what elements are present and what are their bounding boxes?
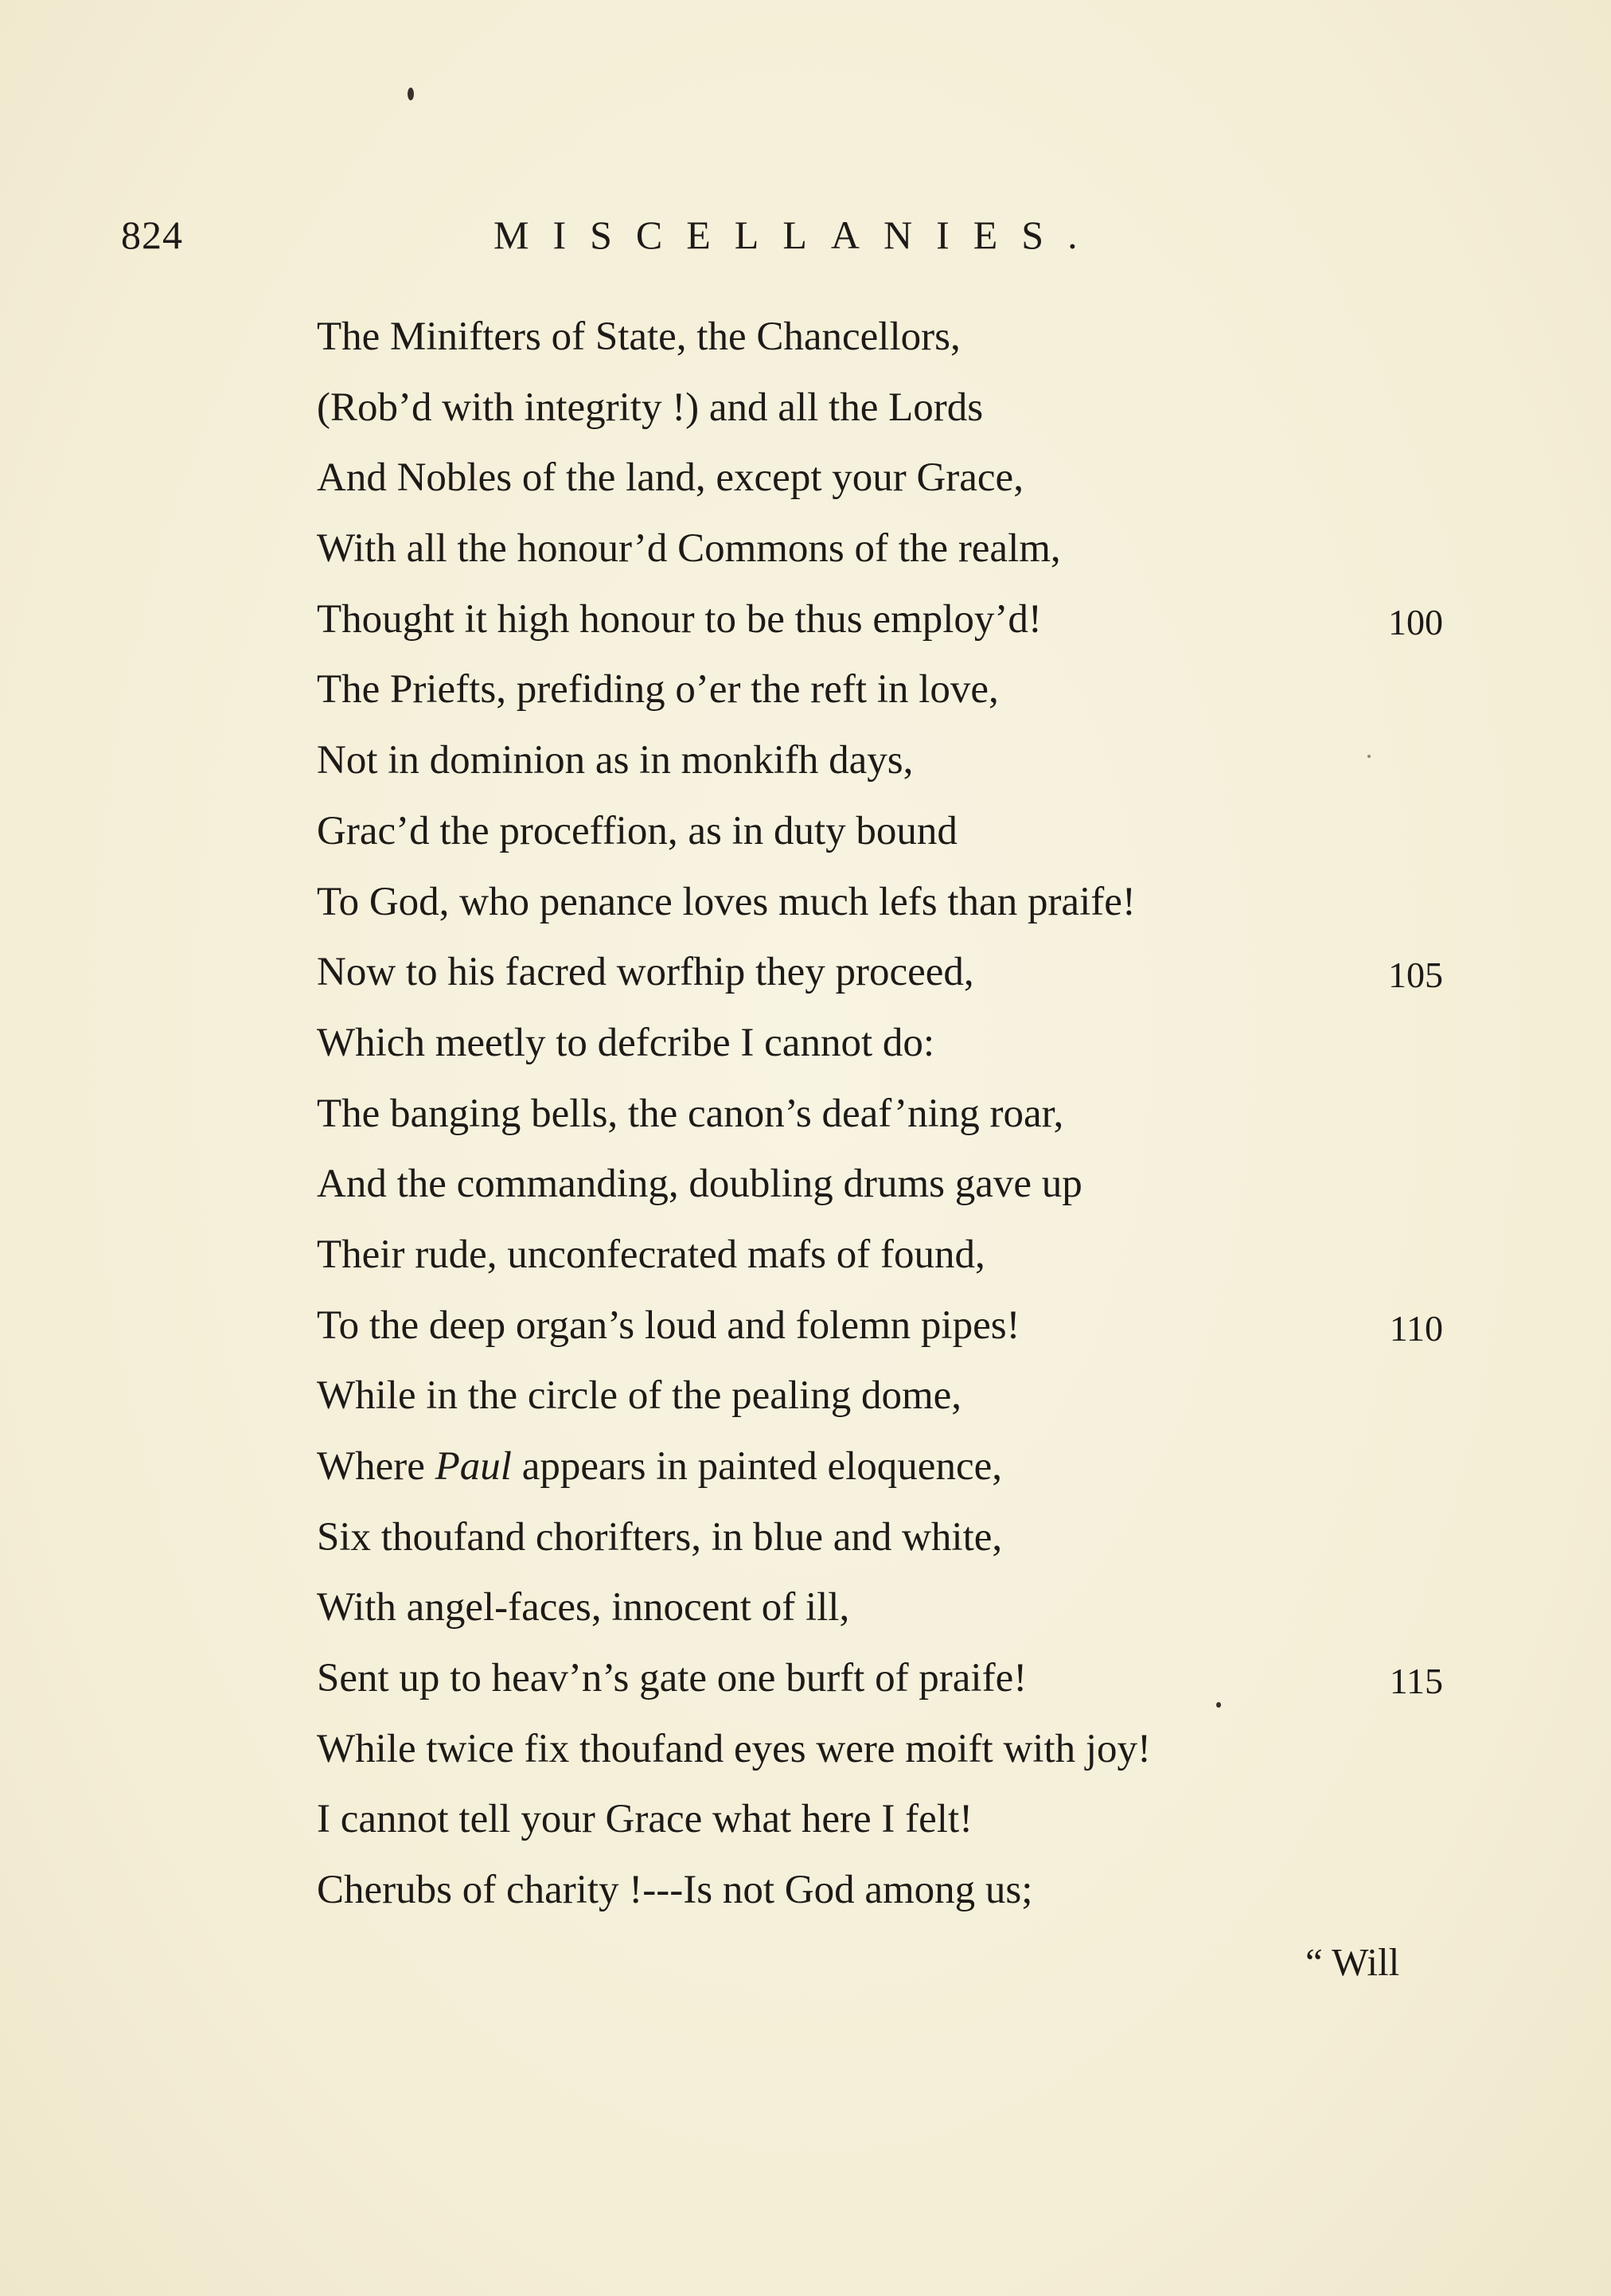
poem-line <box>317 667 1447 740</box>
poem-line <box>317 596 1447 670</box>
poem-line <box>317 1091 1447 1165</box>
line-number: 115 <box>1389 1661 1443 1702</box>
poem-line-text: While in the circle of the pealing dome, <box>317 1373 962 1419</box>
poem-line-text: While twice fix thoufand eyes were moift with joy! <box>317 1726 1152 1771</box>
poem-line-text: Where Paul appears in painted eloquence, <box>317 1444 1002 1489</box>
poem-line-text: Six thoufand chorifters, in blue and white, <box>317 1514 1003 1560</box>
poem-line <box>317 1799 1447 1870</box>
line-number: 110 <box>1389 1307 1443 1349</box>
poem-line-text: Now to his facred worfhip they proceed, <box>317 950 974 995</box>
poem-line-text: With all the honour’d Commons of the realm, <box>317 526 1061 572</box>
poem-line-text: With angel-faces, innocent of ill, <box>317 1585 850 1630</box>
poem-line <box>317 1870 1447 1941</box>
poem-line-text: Not in dominion as in monkifh days, <box>317 738 914 783</box>
poem-line <box>317 1020 1447 1094</box>
poem-line-text: Cherubs of charity !---Is not God among us; <box>317 1868 1033 1913</box>
poem-line <box>317 1232 1447 1306</box>
poem-line-text: The Minifters of State, the Chancellors, <box>317 314 961 359</box>
page-number: 824 <box>121 213 183 257</box>
poem-line-text: Which meetly to defcribe I cannot do: <box>317 1020 935 1065</box>
poem-line-text: (Rob’d with integrity !) and all the Lords <box>317 385 984 430</box>
poem-line <box>317 1444 1447 1517</box>
poem-line <box>317 879 1447 953</box>
italic-name: Paul <box>435 1444 512 1489</box>
poem-line <box>317 1726 1447 1800</box>
poem-line <box>317 1164 1447 1235</box>
poem-line-text: And Nobles of the land, except your Grace, <box>317 455 1024 501</box>
ink-speck <box>1367 755 1371 758</box>
poem-line-text: The banging bells, the canon’s deaf’ning roar, <box>317 1091 1064 1136</box>
poem-line <box>317 1302 1447 1376</box>
ink-speck <box>1216 1702 1221 1708</box>
running-head: MISCELLANIES. <box>493 213 1102 257</box>
poem-line-text: Their rude, unconfecrated mafs of found, <box>317 1232 985 1277</box>
poem-line <box>317 455 1447 529</box>
poem-line <box>317 1373 1447 1447</box>
line-number: 105 <box>1388 955 1443 996</box>
poem-line-text: I cannot tell your Grace what here I felt! <box>317 1797 973 1842</box>
poem-line <box>317 1587 1447 1658</box>
poem-line <box>317 740 1447 811</box>
poem-line <box>317 314 1447 388</box>
poem-line-text: Grac’d the proceffion, as in duty bound <box>317 808 958 853</box>
poem-line-text: The Priefts, prefiding o’er the reft in love, <box>317 667 999 713</box>
poem-line <box>317 952 1447 1023</box>
poem-line <box>317 808 1447 882</box>
catchword: “ Will <box>1305 1940 1400 1984</box>
poem-line-text: And the commanding, doubling drums gave up <box>317 1162 1082 1207</box>
poem-line-text: Sent up to heav’n’s gate one burft of praife! <box>317 1656 1028 1701</box>
poem-line-text: To the deep organ’s loud and folemn pipes! <box>317 1302 1020 1348</box>
poem-line <box>317 1658 1447 1729</box>
poem-line <box>317 526 1447 599</box>
poem-text <box>317 314 1447 1941</box>
poem-line <box>317 1514 1447 1588</box>
poem-line <box>317 385 1447 459</box>
poem-line-text: To God, who penance loves much lefs than praife! <box>317 879 1136 924</box>
poem-line-text: Thought it high honour to be thus employ’d! <box>317 596 1042 642</box>
ink-speck <box>408 88 414 100</box>
line-number: 100 <box>1388 601 1443 642</box>
